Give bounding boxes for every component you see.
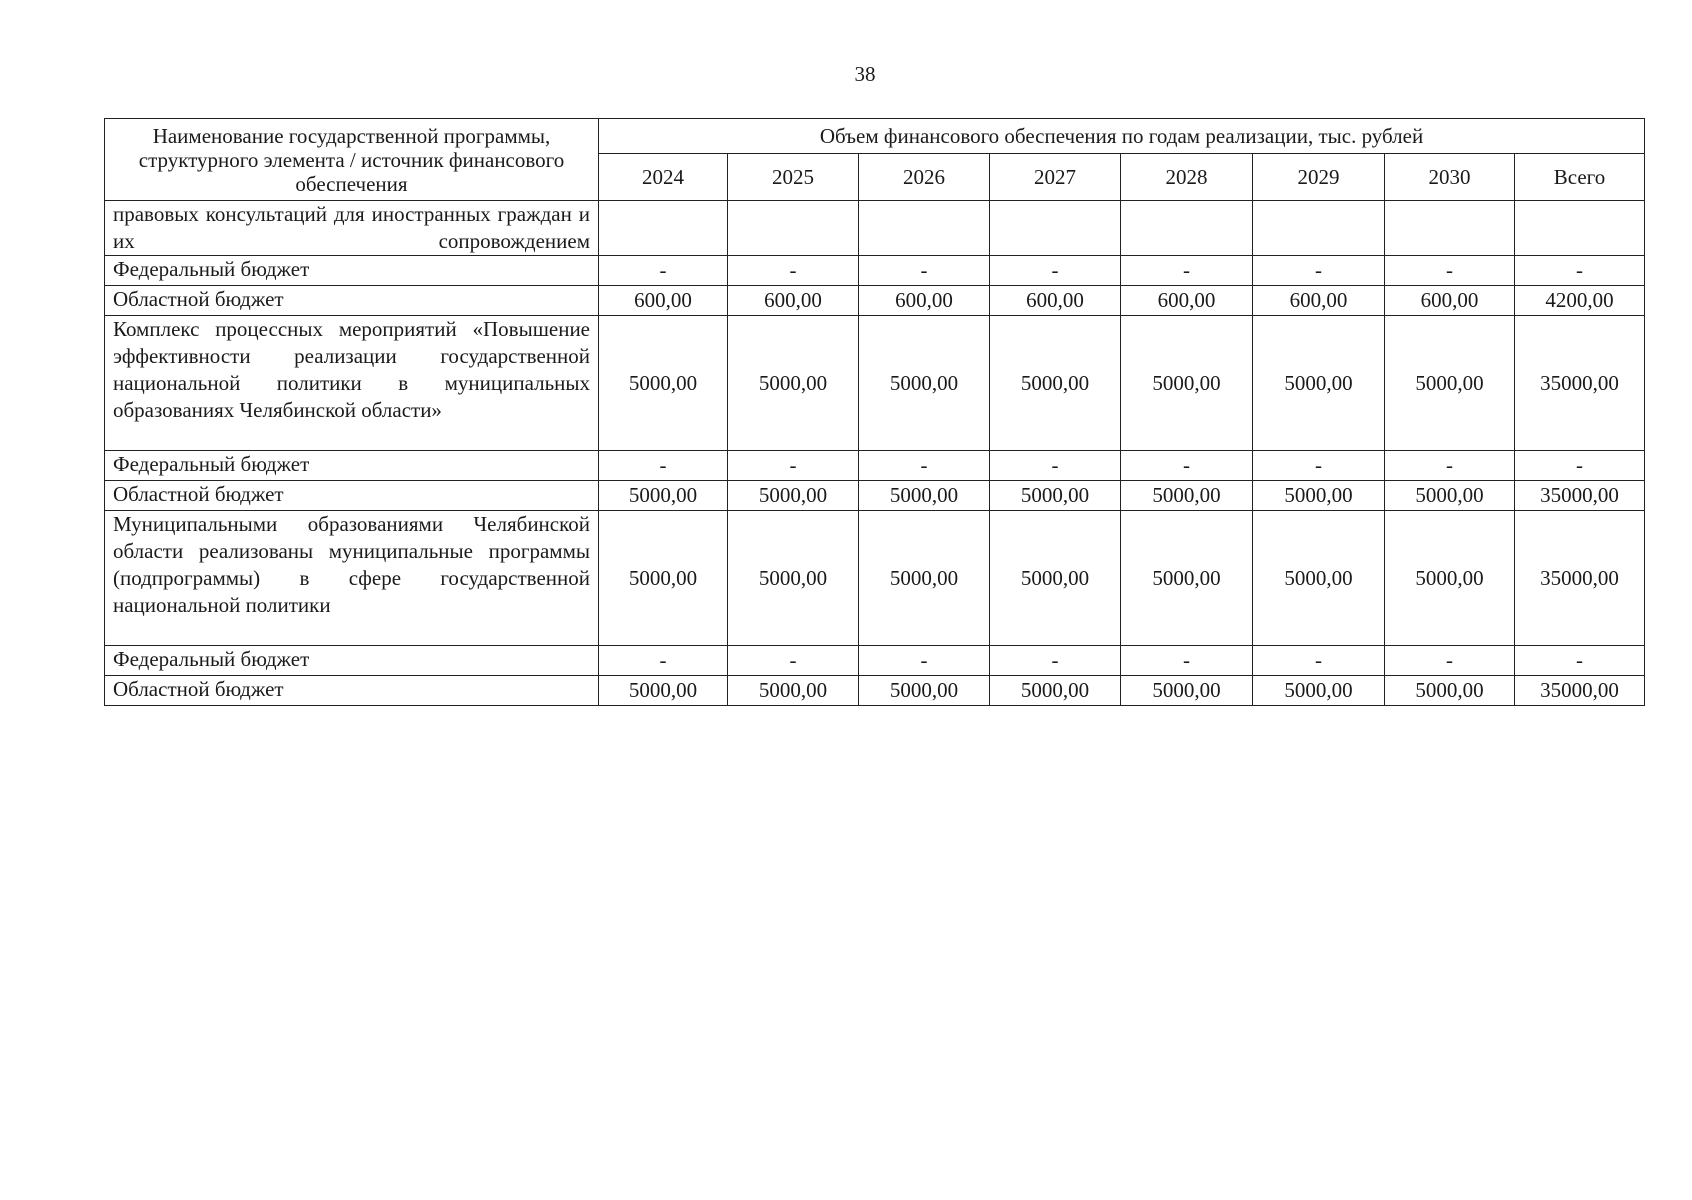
table-row [105,451,1645,481]
row-name-cell: Комплекс процессных мероприятий «Повышение эффективности реализации государственной национальной политики в муниципальных образованиях Челябинской области» [105,316,599,451]
value-cell: - [1253,451,1385,481]
value-cell: - [599,451,728,481]
value-cell: 5000,00 [1385,316,1515,451]
value-cell [1385,201,1515,256]
value-cell: - [728,451,859,481]
value-cell: 5000,00 [1253,676,1385,706]
table-row [105,676,1645,706]
table-row [105,201,1645,256]
finance-table [104,118,1645,706]
value-cell [1253,201,1385,256]
value-cell: 35000,00 [1515,676,1645,706]
value-cell: 5000,00 [990,481,1121,511]
row-name-cell: Муниципальными образованиями Челябинской области реализованы муниципальные программы (подпрограммы) в сфере государственной национальной политики [105,511,599,646]
column-header-total: Всего [1515,154,1645,201]
value-cell: 5000,00 [599,676,728,706]
page-number: 38 [854,62,876,86]
value-cell: - [1121,451,1253,481]
row-name-cell: правовых консультаций для иностранных граждан и их сопровождением [105,201,599,256]
value-cell: 5000,00 [599,316,728,451]
value-cell: - [1253,256,1385,286]
value-cell: 600,00 [728,286,859,316]
column-header-2027: 2027 [990,154,1121,201]
row-name-cell: Областной бюджет [105,676,599,706]
value-cell: 35000,00 [1515,511,1645,646]
table-row [105,646,1645,676]
table-row [105,286,1645,316]
value-cell: 5000,00 [1121,511,1253,646]
value-cell: 5000,00 [859,511,990,646]
value-cell: 5000,00 [990,316,1121,451]
value-cell: - [990,646,1121,676]
value-cell: - [1515,451,1645,481]
value-cell: 600,00 [859,286,990,316]
value-cell: - [859,646,990,676]
value-cell: 35000,00 [1515,316,1645,451]
value-cell: 5000,00 [1385,511,1515,646]
column-header-2030: 2030 [1385,154,1515,201]
value-cell: - [990,256,1121,286]
value-cell: - [1385,451,1515,481]
value-cell: - [599,256,728,286]
value-cell: 5000,00 [1121,316,1253,451]
value-cell: 5000,00 [599,481,728,511]
column-header-2025: 2025 [728,154,859,201]
value-cell [859,201,990,256]
value-cell: 5000,00 [1385,676,1515,706]
value-cell: - [1121,256,1253,286]
row-name-cell: Федеральный бюджет [105,256,599,286]
value-cell: 5000,00 [1253,316,1385,451]
value-cell: - [859,451,990,481]
table-row [105,511,1645,646]
value-cell [599,201,728,256]
value-cell: - [1121,646,1253,676]
table-row [105,256,1645,286]
value-cell: - [1253,646,1385,676]
row-name-cell: Федеральный бюджет [105,646,599,676]
row-name-cell: Областной бюджет [105,481,599,511]
value-cell [1121,201,1253,256]
column-header-2029: 2029 [1253,154,1385,201]
value-cell: 5000,00 [728,676,859,706]
value-cell: 5000,00 [859,676,990,706]
value-cell: - [990,451,1121,481]
table-body [105,201,1645,706]
value-cell: 5000,00 [1385,481,1515,511]
row-name-cell: Федеральный бюджет [105,451,599,481]
value-cell: - [728,256,859,286]
value-cell [990,201,1121,256]
funding-group-header: Объем финансового обеспечения по годам реализации, тыс. рублей [599,119,1645,154]
value-cell: - [1385,646,1515,676]
value-cell: 5000,00 [1121,481,1253,511]
value-cell [728,201,859,256]
row-name-cell: Областной бюджет [105,286,599,316]
column-header-2028: 2028 [1121,154,1253,201]
value-cell: 5000,00 [990,676,1121,706]
value-cell: - [1515,256,1645,286]
header-row-group [105,119,1645,154]
value-cell [1515,201,1645,256]
value-cell: 600,00 [599,286,728,316]
column-header-2024: 2024 [599,154,728,201]
value-cell: 5000,00 [1253,481,1385,511]
value-cell: 5000,00 [599,511,728,646]
value-cell: 5000,00 [728,511,859,646]
value-cell: - [728,646,859,676]
value-cell: 5000,00 [859,481,990,511]
value-cell: 5000,00 [1253,511,1385,646]
value-cell: 5000,00 [859,316,990,451]
value-cell: 600,00 [1121,286,1253,316]
value-cell: - [1515,646,1645,676]
value-cell: 35000,00 [1515,481,1645,511]
value-cell: - [599,646,728,676]
value-cell: 5000,00 [990,511,1121,646]
value-cell: 5000,00 [1121,676,1253,706]
table-row [105,481,1645,511]
column-header-2026: 2026 [859,154,990,201]
value-cell: 5000,00 [728,316,859,451]
value-cell: - [859,256,990,286]
value-cell: 4200,00 [1515,286,1645,316]
name-column-header: Наименование государственной программы, структурного элемента / источник финансового обеспечения [105,119,599,201]
value-cell: - [1385,256,1515,286]
value-cell: 600,00 [990,286,1121,316]
value-cell: 5000,00 [728,481,859,511]
table-row [105,316,1645,451]
value-cell: 600,00 [1385,286,1515,316]
value-cell: 600,00 [1253,286,1385,316]
